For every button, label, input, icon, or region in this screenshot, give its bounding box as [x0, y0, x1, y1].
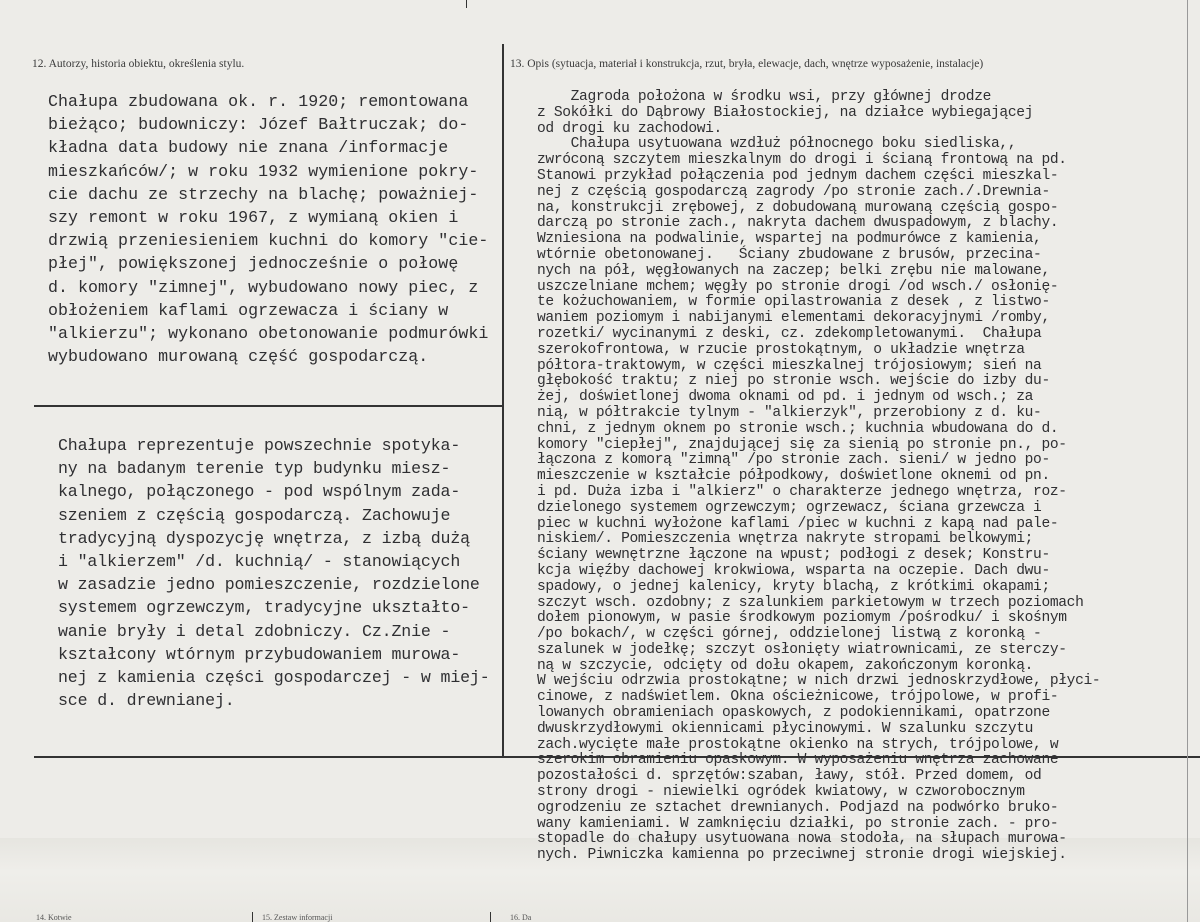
- text-line: półtora-traktowym, w części mieszkalnej trójosiowym; sień na: [537, 357, 1042, 374]
- text-line: ny na badanym terenie typ budynku miesz-: [58, 459, 451, 479]
- text-line: płej", powiększonej jednocześnie o połowę: [48, 254, 459, 274]
- text-line: komory "ciepłej", znajdującej się za sienią po stronie pn., po-: [537, 436, 1067, 453]
- text-line: niskiem/. Pomieszczenia wnętrza nakryte stropami belkowymi;: [537, 531, 1034, 548]
- text-line: W wejściu odrzwia prostokątne; w nich drzwi jednoskrzydłowe, płyci-: [537, 673, 1101, 690]
- text-line: wanie bryły i detal zdobniczy. Cz.Znie -: [58, 621, 451, 641]
- text-line: ściany wewnętrzne łączone na wpust; podłogi z desek; Konstru-: [537, 547, 1050, 564]
- text-line: szerokofrontowa, w rzucie prostokątnym, o układzie wnętrza: [537, 341, 1025, 358]
- section-12-header: 12. Autorzy, historia obiektu, określenia stylu.: [32, 58, 245, 70]
- text-line: kształcony wtórnym przybudowaniem murowa-: [58, 644, 461, 664]
- text-line: mieszczenie w kształcie półpodkowy, doświetlone oknemi od pn.: [537, 468, 1050, 485]
- text-line: Wzniesiona na podwalinie, wspartej na podmurówce z kamienia,: [537, 231, 1042, 248]
- text-line: szerokim obramieniu opaskowym. W wyposażeniu wnętrza zachowane: [537, 752, 1059, 769]
- style-assessment-text: [58, 434, 490, 712]
- text-line: ogrodzeniu ze sztachet drewnianych. Podjazd na podwórko bruko-: [537, 799, 1059, 816]
- text-line: zwróconą szczytem mieszkalnym do drogi i ścianą frontową na pd.: [537, 152, 1067, 169]
- text-line: łączona z komorą "zimną" /po stronie zach. sieni/ w jedno po-: [537, 452, 1050, 469]
- text-line: chni, z jednym oknem po stronie wsch.; kuchnia wbudowana do d.: [537, 420, 1059, 437]
- text-line: żej, doświetlonej dwoma oknami od pd. i jednym od wsch.; za: [537, 389, 1034, 406]
- text-line: /po bokach/, w części górnej, oddzielonej listwą z koronką -: [537, 626, 1042, 643]
- text-line: szy remont w roku 1967, z wymianą okien i: [48, 208, 459, 228]
- text-line: mieszkańców/; w roku 1932 wymienione pokry-: [48, 161, 479, 181]
- text-line: i "alkierzem" /d. kuchnią/ - stanowiących: [58, 552, 461, 572]
- text-line: zach.wycięte małe prostokątne okienko na strych, trójpolowe, w: [537, 736, 1059, 753]
- text-line: sce d. drewnianej.: [58, 691, 235, 711]
- text-line: rozetki/ wycinanymi z deski, cz. zdekompletowanymi. Chałupa: [537, 325, 1042, 342]
- text-line: szczyt wsch. ozdobny; z szalunkiem parkietowym w trzech poziomach: [537, 594, 1084, 611]
- text-line: nią, w półtrakcie tylnym - "alkierzyk", przerobiony z d. ku-: [537, 404, 1042, 421]
- text-line: waniem poziomym i nabijanymi elementami dekoracyjnymi /romby,: [537, 310, 1050, 327]
- text-line: cie dachu ze strzechy na blachę; poważniej-: [48, 184, 479, 204]
- footer-cell-16: 16. Da: [510, 913, 532, 922]
- text-line: nych. Piwniczka kamienna po przeciwnej stronie drogi wiejskiej.: [537, 847, 1067, 864]
- text-line: tradycyjną dyspozycję wnętrza, z izbą dużą: [58, 528, 470, 548]
- description-text: [537, 90, 1100, 864]
- footer-cell-14: 14. Kotwie: [36, 913, 72, 922]
- text-line: wybudowano murowaną część gospodarczą.: [48, 347, 429, 367]
- text-line: bieżąco; budowniczy: Józef Bałtruczak; do-: [48, 115, 469, 135]
- text-line: systemem ogrzewczym, tradycyjne ukształto-: [58, 598, 470, 618]
- text-line: szeniem z częścią gospodarczą. Zachowuje: [58, 505, 451, 525]
- text-line: szalunek w jodełkę; szczyt osłonięty wiatrownicami, ze sterczy-: [537, 641, 1067, 658]
- text-line: i pd. Duża izba i "alkierz" o charakterze jednego wnętrza, roz-: [537, 483, 1067, 500]
- footer-cell-15: 15. Zestaw informacji: [262, 913, 333, 922]
- text-line: Zagroda położona w środku wsi, przy głównej drodze: [537, 89, 992, 105]
- text-line: nej z częścią gospodarczą zagrody /po stronie zach./.Drewnia-: [537, 183, 1050, 200]
- text-line: Chałupa usytuowana wzdłuż północnego boku siedliska,,: [537, 136, 1017, 153]
- text-line: z Sokółki do Dąbrowy Białostockiej, na działce wybiegającej: [537, 104, 1034, 121]
- text-line: kalnego, połączonego - pod wspólnym zada-: [58, 482, 461, 502]
- text-line: cinowe, z nadświetlem. Okna ościeżnicowe, trójpolowe, w profi-: [537, 689, 1059, 706]
- text-line: kcja więźby dachowej krokwiowa, wsparta na oczepie. Dach dwu-: [537, 562, 1050, 579]
- text-line: wany kamieniami. W zamknięciu działki, po stronie zach. - pro-: [537, 815, 1059, 832]
- center-column-divider: [502, 44, 504, 756]
- text-line: Stanowi przykład połączenia pod jednym dachem części mieszkal-: [537, 167, 1059, 184]
- text-line: stopadle do chałupy usytuowana nowa stodoła, na słupach murowa-: [537, 831, 1067, 848]
- text-line: obłożeniem kaflami ogrzewacza i ściany w: [48, 300, 449, 320]
- text-line: wtórnie obetonowanej. Ściany zbudowane z brusów, przecina-: [537, 246, 1042, 263]
- text-line: nej z kamienia części gospodarczej - w miej-: [58, 668, 490, 688]
- text-line: kładna data budowy nie znana /informacje: [48, 138, 449, 158]
- history-text: [48, 90, 488, 368]
- text-line: te kożuchowaniem, w formie opilastrowania z desek , z listwo-: [537, 294, 1050, 311]
- footer-divider-2: [490, 912, 491, 922]
- top-center-tick: [466, 0, 467, 8]
- text-line: spadowy, o jednej kalenicy, kryty blachą, z krótkimi okapami;: [537, 578, 1050, 595]
- text-line: pozostałości d. sprzętów:szaban, ławy, stół. Przed domem, od: [537, 768, 1042, 785]
- text-line: głębokość traktu; z niej po stronie wsch. wejście do izby du-: [537, 373, 1050, 390]
- text-line: nych na pół, węgłowanych na zaczep; belki zrębu nie malowane,: [537, 262, 1050, 279]
- section-13-header: 13. Opis (sytuacja, materiał i konstrukcja, rzut, bryła, elewacje, dach, wnętrze wyposażenie, instalacje): [510, 58, 984, 70]
- right-edge-line: [1187, 0, 1188, 922]
- left-section-divider: [34, 405, 504, 407]
- text-line: d. komory "zimnej", wybudowano nowy piec, z: [48, 277, 479, 297]
- text-line: od drogi ku zachodowi.: [537, 120, 722, 137]
- text-line: uszczelniane mchem; węgły po stronie drogi /od wsch./ osłonię-: [537, 278, 1059, 295]
- text-line: Chałupa zbudowana ok. r. 1920; remontowana: [48, 92, 469, 111]
- text-line: darczą po stronie zach., nakryta dachem dwuspadowym, z blachy.: [537, 215, 1059, 232]
- text-line: dzielonego systemem ogrzewczym; ogrzewacz, ściana grzewcza i: [537, 499, 1042, 516]
- text-line: strony drogi - niewielki ogródek kwiatowy, w czworobocznym: [537, 784, 1025, 801]
- footer-divider-1: [252, 912, 253, 922]
- text-line: dwuskrzydłowymi okiennicami płycinowymi. W szalunku szczytu: [537, 720, 1034, 737]
- text-line: "alkierzu"; wykonano obetonowanie podmurówki: [48, 324, 489, 344]
- text-line: w zasadzie jedno pomieszczenie, rozdzielone: [58, 575, 480, 595]
- text-line: na, konstrukcji zrębowej, z dobudowaną murowaną częścią gospo-: [537, 199, 1059, 216]
- text-line: dołem pionowym, w pasie środkowym poziomym /pośrodku/ i skośnym: [537, 610, 1067, 627]
- text-line: lowanych obramieniach opaskowych, z podokiennikami, opatrzone: [537, 705, 1050, 722]
- text-line: Chałupa reprezentuje powszechnie spotyka-: [58, 436, 461, 455]
- text-line: ną w szczycie, odcięty od dołu okapem, zakończonym koronką.: [537, 657, 1034, 674]
- text-line: drzwią przeniesieniem kuchni do komory "cie-: [48, 231, 489, 251]
- text-line: piec w kuchni wyłożone kaflami /piec w kuchni z kapą nad pale-: [537, 515, 1059, 532]
